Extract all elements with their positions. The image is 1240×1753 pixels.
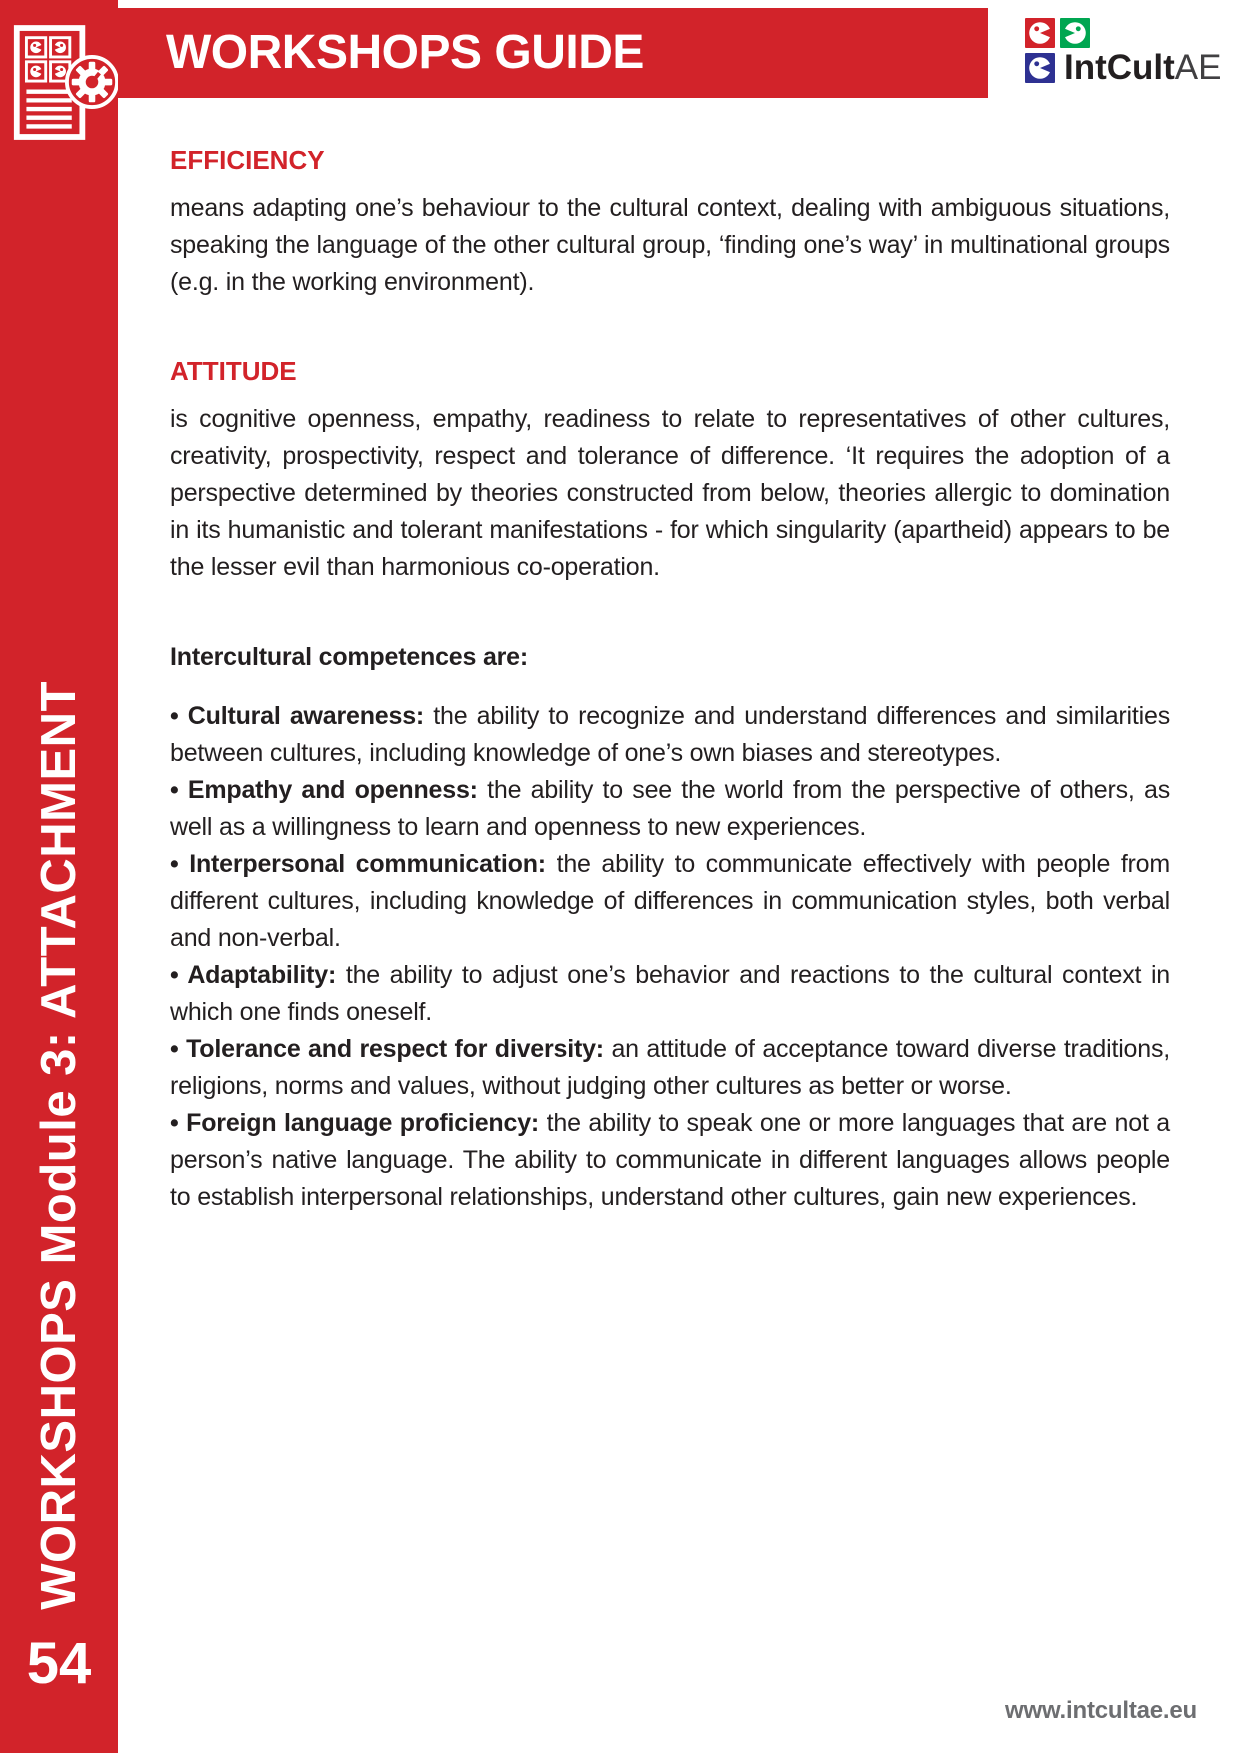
sidebar [0, 0, 118, 1753]
logo-text-bold: IntCult [1064, 48, 1175, 87]
logo-wordmark [1064, 48, 1222, 87]
list-item-cultural-awareness: • Cultural awareness: the ability to recognize and understand differences and similarities between cultures, including knowledge of one’s own biases and stereotypes. [170, 702, 1171, 767]
sidebar-vertical-label: WORKSHOPS Module 3: ATTACHMENT [32, 680, 86, 1610]
header-banner [118, 8, 988, 98]
list-item-tolerance-respect: • Tolerance and respect for diversity: an attitude of acceptance toward diverse traditions, religions, norms and values, without judging other cultures as better or worse. [170, 1035, 1171, 1100]
website-url: www.intcultae.eu [1005, 1697, 1197, 1724]
logo-bottom-row [1025, 48, 1222, 87]
logo-text-light: AE [1174, 48, 1222, 87]
section-body-attitude: is cognitive openness, empathy, readiness to relate to representatives of other cultures, creativity, prospectivity, respect and tolerance of difference. ‘It requires the adoption of a perspective determined by theories constructed from below, theories allergic to domination in its humanistic and tolerant manifestations - for which singularity (apartheid) appears to be the lesser evil than harmonious co-operation. [170, 405, 1170, 581]
logo-face-green-icon [1060, 18, 1090, 48]
list-item-interpersonal-communication: • Interpersonal communication: the ability to communicate effectively with people from different cultures, including knowledge of differences in communication styles, both verbal and non-verbal. [170, 850, 1171, 952]
list-item-foreign-language: • Foreign language proficiency: the ability to speak one or more languages that are not a person’s native language. The ability to communicate in different languages allows people to establish interpersonal relationships, understand other cultures, gain new experiences. [170, 1109, 1170, 1211]
sidebar-vertical-label-wrap [0, 680, 118, 1610]
logo-face-blue-icon [1025, 53, 1055, 83]
section-attitude [170, 357, 1170, 586]
logo-top-row [1025, 18, 1222, 48]
list-item-adaptability: • Adaptability: the ability to adjust one’s behavior and reactions to the cultural context in which one finds oneself. [170, 961, 1170, 1026]
section-efficiency [170, 146, 1170, 301]
section-heading-attitude: ATTITUDE [170, 356, 297, 386]
workshops-document-gear-icon [11, 22, 119, 144]
section-heading-efficiency: EFFICIENCY [170, 145, 325, 175]
intcultae-logo [1025, 18, 1222, 88]
logo-face-red-icon [1025, 18, 1055, 48]
competences-title: Intercultural competences are: [170, 643, 529, 671]
list-item-empathy-openness: • Empathy and openness: the ability to see the world from the perspective of others, as well as a willingness to learn and openness to new experiences. [170, 776, 1171, 841]
page-number: 54 [26, 1631, 92, 1696]
section-body-efficiency: means adapting one’s behaviour to the cultural context, dealing with ambiguous situations, speaking the language of the other cultural group, ‘finding one’s way’ in multinational groups (e.g. in the working environment). [170, 194, 1170, 296]
gear-icon [67, 57, 117, 107]
page-title: WORKSHOPS GUIDE [166, 26, 644, 79]
content-area [170, 146, 1170, 1216]
